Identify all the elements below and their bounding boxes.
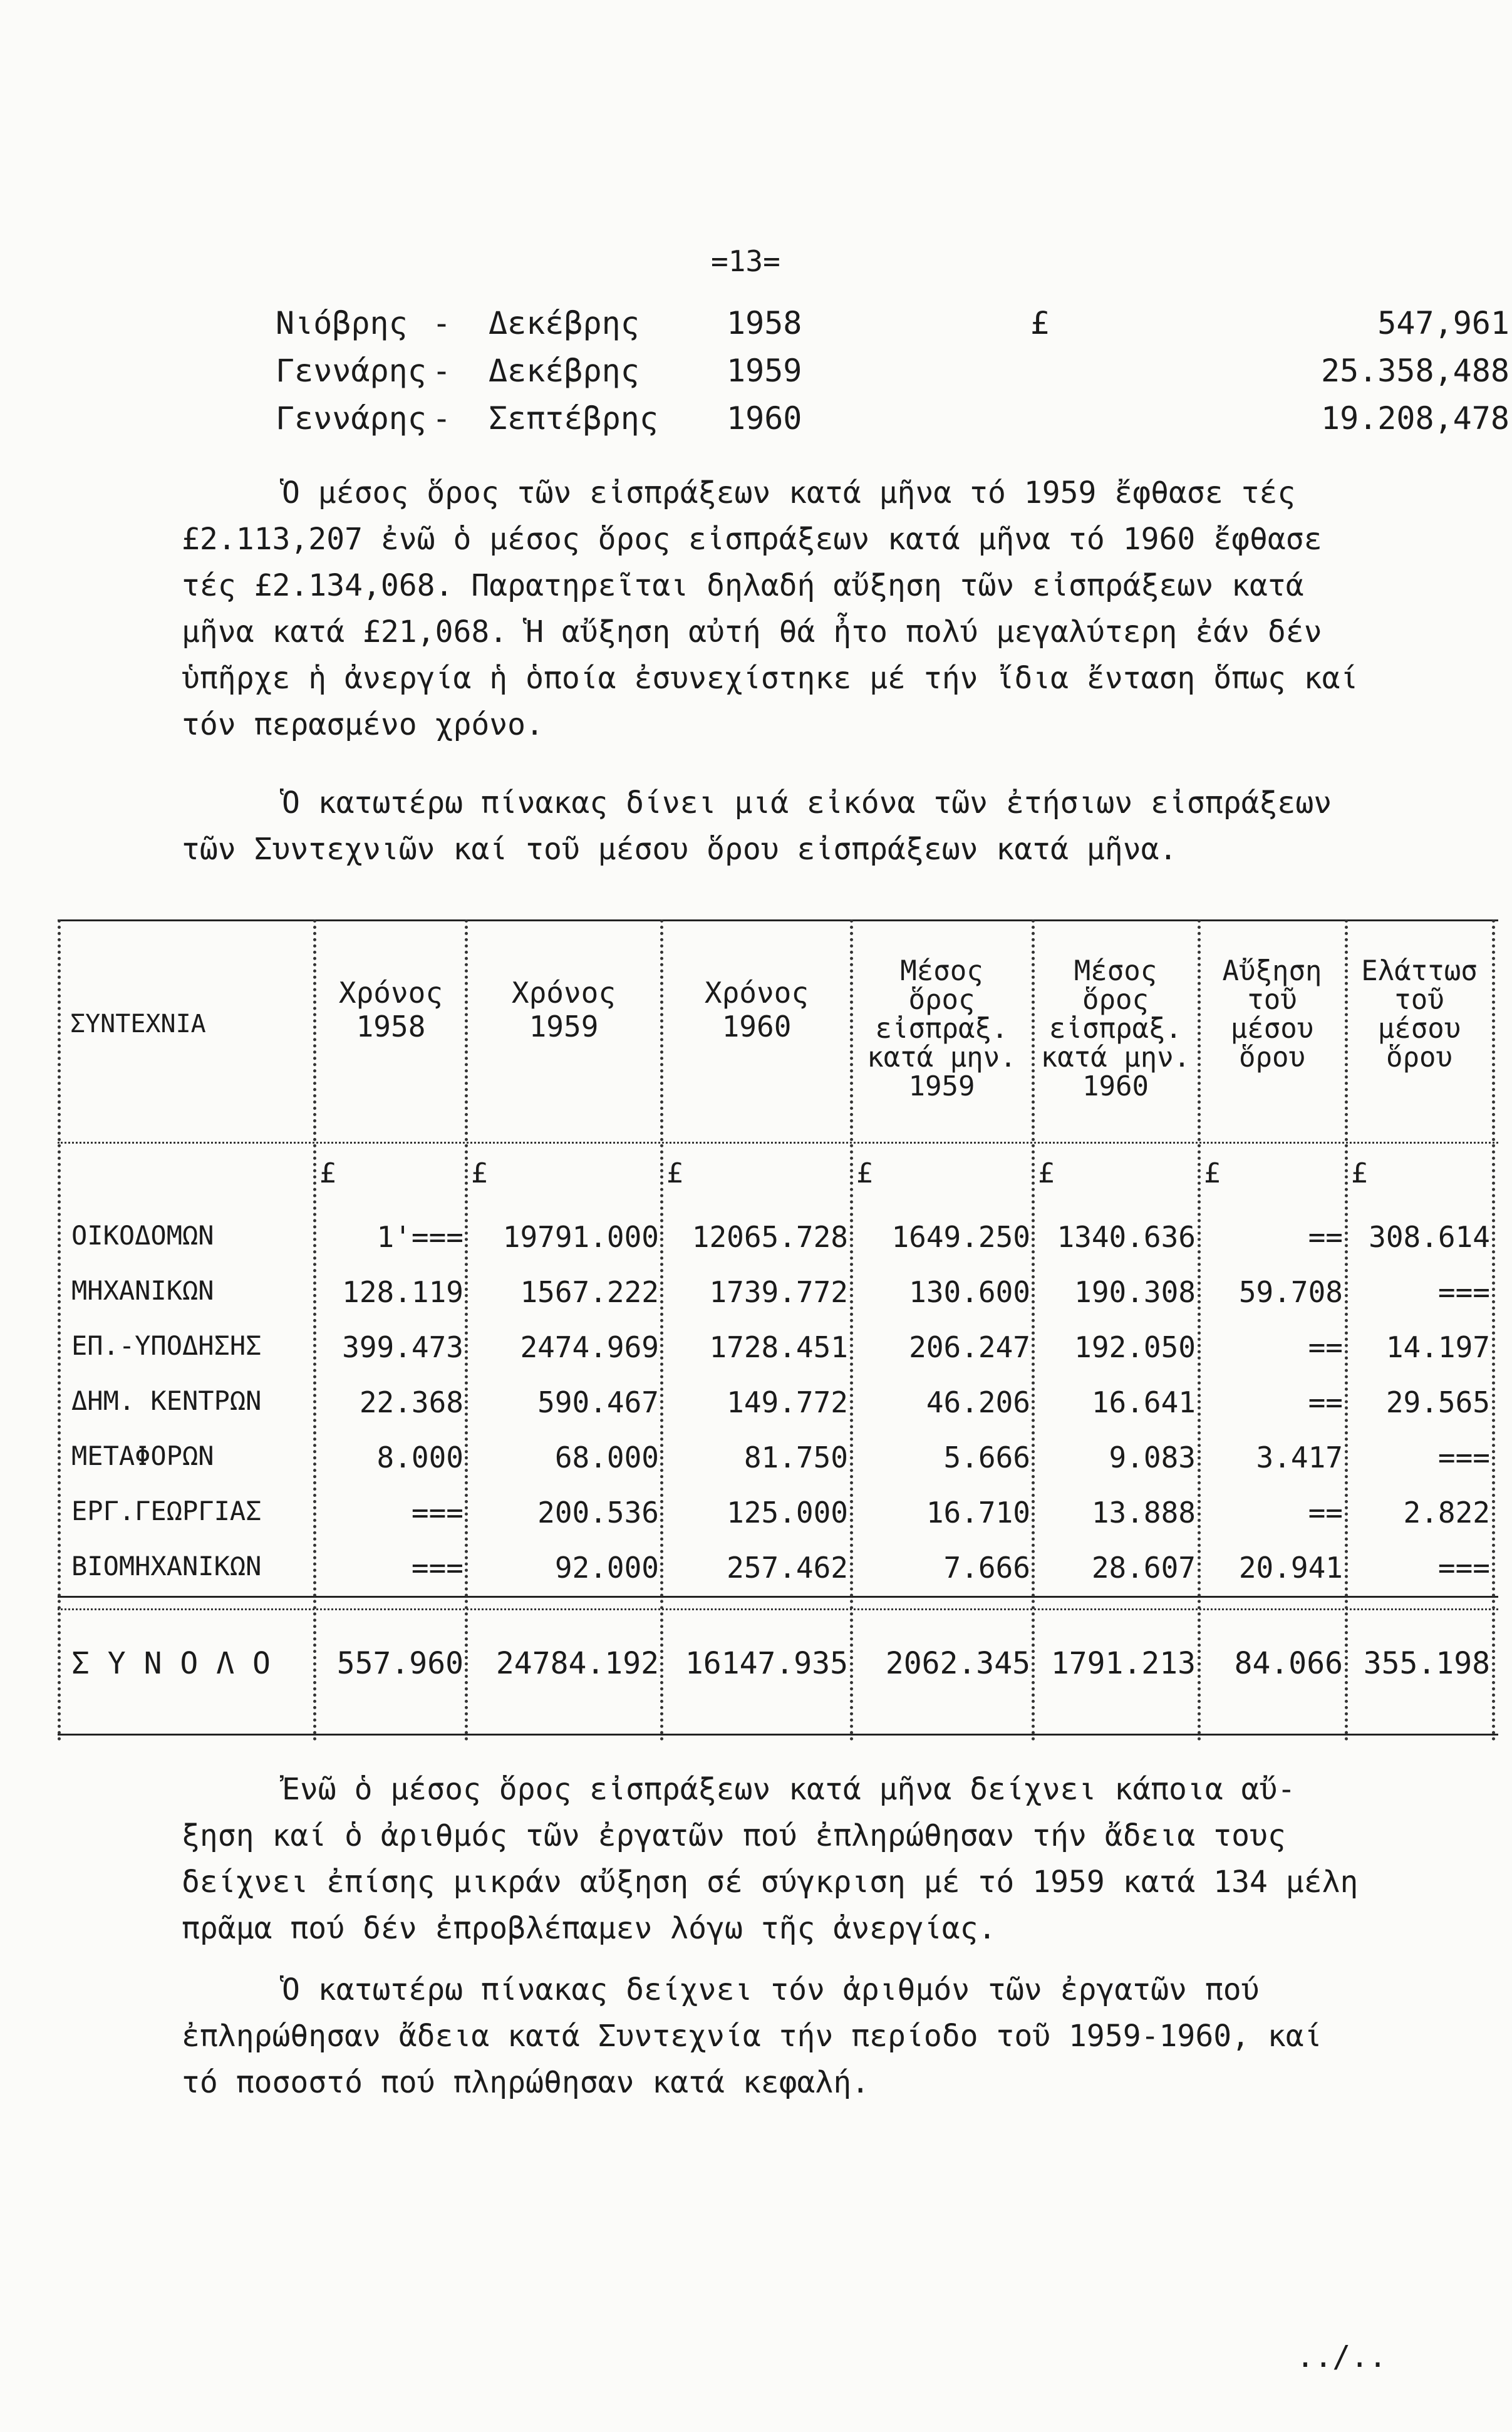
header-line: Αὔξηση xyxy=(1222,955,1322,987)
union-name-cell: ΕΡΓ.ΓΕΩΡΓΙΑΣ xyxy=(71,1496,262,1526)
total-avg-1959: 2062.345 xyxy=(885,1646,1030,1681)
value-cell-avg1959: 7.666 xyxy=(943,1551,1030,1585)
value-cell-decrease: === xyxy=(1437,1441,1490,1474)
currency-symbol: £ xyxy=(319,1157,336,1189)
value-cell-decrease: 308.614 xyxy=(1369,1220,1490,1254)
value-cell-avg1960: 9.083 xyxy=(1109,1441,1196,1474)
table-rule xyxy=(58,1608,1498,1610)
value-cell-y1958: 128.119 xyxy=(342,1275,463,1309)
value-cell-y1959: 68.000 xyxy=(554,1441,659,1474)
union-name-cell: ΟΙΚΟΔΟΜΩΝ xyxy=(71,1220,214,1251)
value-cell-y1959: 19791.000 xyxy=(502,1220,659,1254)
header-decrease xyxy=(1347,957,1491,1072)
table-rule xyxy=(58,1596,1498,1598)
value-cell-avg1959: 16.710 xyxy=(926,1496,1030,1529)
period-year: 1958 xyxy=(727,305,802,341)
header-avg-1960 xyxy=(1034,957,1197,1101)
value-cell-avg1959: 5.666 xyxy=(943,1441,1030,1474)
header-line: μέσου xyxy=(1230,1013,1314,1045)
value-cell-y1960: 149.772 xyxy=(727,1385,848,1419)
value-cell-decrease: === xyxy=(1437,1275,1490,1309)
currency-symbol: £ xyxy=(1351,1157,1368,1189)
header-line: Μέσος xyxy=(900,955,983,987)
period-from: Νιόβρης xyxy=(276,305,408,341)
value-cell-y1960: 1739.772 xyxy=(709,1275,848,1309)
value-cell-increase: == xyxy=(1308,1496,1343,1529)
value-cell-y1959: 2474.969 xyxy=(520,1330,659,1364)
period-dash: - xyxy=(432,353,452,389)
table-rule xyxy=(58,1142,1498,1144)
total-label: Σ Υ Ν Ο Λ Ο xyxy=(71,1646,271,1681)
value-cell-y1958: 1'=== xyxy=(376,1220,463,1254)
paragraph-line: Ὁ μέσος ὅρος τῶν εἰσπράξεων κατά μῆνα τό 1959 ἔφθασε τές xyxy=(282,475,1296,510)
period-to: Δεκέβρης xyxy=(489,353,639,389)
value-cell-y1958: 22.368 xyxy=(359,1385,463,1419)
paragraph-line: δείχνει ἐπίσης μικράν αὔξηση σέ σύγκριση μέ τό 1959 κατά 134 μέλη xyxy=(182,1865,1359,1900)
paragraph-line: Ὁ κατωτέρω πίνακας δίνει μιά εἰκόνα τῶν ἐτήσιων εἰσπράξεων xyxy=(282,785,1332,820)
header-line: 1958 xyxy=(356,1010,426,1043)
value-cell-y1959: 200.536 xyxy=(537,1496,659,1529)
period-dash: - xyxy=(432,305,452,341)
continuation-mark: ../.. xyxy=(1296,2339,1387,2374)
value-cell-avg1960: 190.308 xyxy=(1074,1275,1196,1309)
header-line: Χρόνος xyxy=(511,976,616,1010)
header-line: τοῦ xyxy=(1394,984,1444,1016)
table-row xyxy=(58,1496,1498,1533)
value-cell-y1960: 81.750 xyxy=(743,1441,848,1474)
period-amount: 547,961 xyxy=(1377,305,1509,341)
table-total-row xyxy=(58,1646,1498,1690)
paragraph-line: Ὁ κατωτέρω πίνακας δείχνει τόν ἀριθμόν τῶν ἐργατῶν πού xyxy=(282,1972,1260,2007)
period-year: 1960 xyxy=(727,400,802,437)
total-1959: 24784.192 xyxy=(495,1646,659,1681)
paragraph-line: ὑπῆρχε ἡ ἀνεργία ἡ ὁποία ἐσυνεχίστηκε μέ τήν ἴδια ἔνταση ὅπως καί xyxy=(182,661,1359,696)
header-year-1958 xyxy=(316,976,466,1043)
total-1958: 557.960 xyxy=(336,1646,463,1681)
table-rule xyxy=(58,919,1498,921)
value-cell-increase: 59.708 xyxy=(1238,1275,1343,1309)
paragraph-line: ἐπληρώθησαν ἄδεια κατά Συντεχνία τήν περίοδο τοῦ 1959-1960, καί xyxy=(182,2019,1322,2054)
value-cell-y1959: 1567.222 xyxy=(520,1275,659,1309)
paragraph-line: Ἐνῶ ὁ μέσος ὅρος εἰσπράξεων κατά μῆνα δείχνει κάποια αὔ- xyxy=(282,1772,1296,1807)
table-row xyxy=(58,1551,1498,1588)
value-cell-avg1959: 1649.250 xyxy=(891,1220,1030,1254)
header-increase xyxy=(1200,957,1344,1072)
union-name-cell: ΜΗΧΑΝΙΚΩΝ xyxy=(71,1275,214,1306)
paragraph-line: ξηση καί ὁ ἀριθμός τῶν ἐργατῶν πού ἐπληρώθησαν τήν ἄδεια τους xyxy=(182,1818,1286,1853)
currency-symbol: £ xyxy=(1204,1157,1221,1189)
period-amount: 25.358,488 xyxy=(1320,353,1509,389)
header-line: ὅρου xyxy=(1239,1042,1305,1074)
value-cell-avg1960: 28.607 xyxy=(1091,1551,1196,1585)
header-union: ΣΥΝΤΕΧΝΙΑ xyxy=(70,1010,206,1038)
value-cell-y1959: 590.467 xyxy=(537,1385,659,1419)
total-avg-1960: 1791.213 xyxy=(1050,1646,1196,1681)
value-cell-increase: == xyxy=(1308,1385,1343,1419)
union-name-cell: ΜΕΤΑΦΟΡΩΝ xyxy=(71,1441,214,1471)
header-line: 1960 xyxy=(722,1010,792,1043)
table-row xyxy=(58,1220,1498,1258)
currency-symbol: £ xyxy=(1038,1157,1055,1189)
header-line: 1959 xyxy=(529,1010,599,1043)
paragraph-workers-increase xyxy=(182,1766,1409,1952)
value-cell-decrease: 14.197 xyxy=(1385,1330,1490,1364)
header-line: Χρόνος xyxy=(704,976,809,1010)
table-row xyxy=(58,1385,1498,1423)
value-cell-y1958: === xyxy=(411,1551,463,1585)
value-cell-y1960: 125.000 xyxy=(727,1496,848,1529)
value-cell-y1958: 8.000 xyxy=(376,1441,463,1474)
paragraph-line: £2.113,207 ἐνῶ ὁ μέσος ὅρος εἰσπράξεων κατά μῆνα τό 1960 ἔφθασε xyxy=(182,522,1322,557)
value-cell-decrease: 29.565 xyxy=(1385,1385,1490,1419)
page-number: =13= xyxy=(711,244,780,278)
value-cell-avg1960: 16.641 xyxy=(1091,1385,1196,1419)
header-line: κατά μην. xyxy=(867,1042,1017,1074)
header-line: μέσου xyxy=(1377,1013,1461,1045)
value-cell-avg1960: 13.888 xyxy=(1091,1496,1196,1529)
value-cell-y1960: 257.462 xyxy=(727,1551,848,1585)
currency-symbol: £ xyxy=(856,1157,873,1189)
value-cell-increase: == xyxy=(1308,1330,1343,1364)
union-name-cell: ΔΗΜ. ΚΕΝΤΡΩΝ xyxy=(71,1385,262,1416)
paragraph-line: τόν περασμένο χρόνο. xyxy=(182,707,544,742)
value-cell-increase: 3.417 xyxy=(1256,1441,1343,1474)
union-name-cell: ΒΙΟΜΗΧΑΝΙΚΩΝ xyxy=(71,1551,262,1581)
value-cell-increase: 20.941 xyxy=(1238,1551,1343,1585)
header-line: ὅρου xyxy=(1386,1042,1452,1074)
total-decrease: 355.198 xyxy=(1363,1646,1490,1681)
period-to: Σεπτέβρης xyxy=(489,400,658,437)
value-cell-increase: == xyxy=(1308,1220,1343,1254)
header-line: ὅρος xyxy=(908,984,975,1016)
total-1960: 16147.935 xyxy=(685,1646,848,1681)
value-cell-avg1959: 130.600 xyxy=(909,1275,1030,1309)
header-line: Μέσος xyxy=(1074,955,1157,987)
table-row xyxy=(58,1275,1498,1313)
period-dash: - xyxy=(432,400,452,437)
value-cell-y1960: 12065.728 xyxy=(691,1220,848,1254)
currency-symbol: £ xyxy=(471,1157,488,1189)
header-line: 1959 xyxy=(908,1070,975,1102)
paragraph-next-table-intro xyxy=(182,1967,1409,2106)
header-line: Χρόνος xyxy=(338,976,443,1010)
period-from: Γεννάρης xyxy=(276,400,427,437)
value-cell-y1959: 92.000 xyxy=(554,1551,659,1585)
value-cell-y1960: 1728.451 xyxy=(709,1330,848,1364)
table-row xyxy=(58,1330,1498,1368)
currency-symbol: £ xyxy=(666,1157,683,1189)
total-increase: 84.066 xyxy=(1234,1646,1343,1681)
header-line: εἰσπραξ. xyxy=(875,1013,1008,1045)
value-cell-avg1959: 206.247 xyxy=(909,1330,1030,1364)
header-line: 1960 xyxy=(1082,1070,1149,1102)
header-line: τοῦ xyxy=(1247,984,1297,1016)
period-to: Δεκέβρης xyxy=(489,305,639,341)
paragraph-line: πρᾶμα πού δέν ἐπροβλέπαμεν λόγω τῆς ἀνεργίας. xyxy=(182,1911,997,1946)
paragraph-line: τό ποσοστό πού πληρώθησαν κατά κεφαλή. xyxy=(182,2065,870,2100)
period-year: 1959 xyxy=(727,353,802,389)
header-year-1959 xyxy=(467,976,660,1043)
header-line: ὅρος xyxy=(1082,984,1149,1016)
value-cell-y1958: === xyxy=(411,1496,463,1529)
union-name-cell: ΕΠ.-ΥΠΟΔΗΣΗΣ xyxy=(71,1330,262,1361)
header-line: κατά μην. xyxy=(1040,1042,1191,1074)
period-amount: 19.208,478 xyxy=(1320,400,1509,437)
period-currency: £ xyxy=(1030,305,1050,341)
receipts-table xyxy=(58,919,1498,1741)
paragraph-table-intro xyxy=(182,780,1409,872)
value-cell-decrease: 2.822 xyxy=(1403,1496,1490,1529)
value-cell-avg1959: 46.206 xyxy=(926,1385,1030,1419)
paragraph-line: τῶν Συντεχνιῶν καί τοῦ μέσου ὅρου εἰσπράξεων κατά μῆνα. xyxy=(182,832,1178,867)
value-cell-y1958: 399.473 xyxy=(342,1330,463,1364)
paragraph-line: τές £2.134,068. Παρατηρεῖται δηλαδή αὔξηση τῶν εἰσπράξεων κατά xyxy=(182,568,1304,603)
table-row xyxy=(58,1441,1498,1478)
period-from: Γεννάρης xyxy=(276,353,427,389)
paragraph-monthly-average xyxy=(182,470,1409,748)
value-cell-avg1960: 192.050 xyxy=(1074,1330,1196,1364)
value-cell-decrease: === xyxy=(1437,1551,1490,1585)
value-cell-avg1960: 1340.636 xyxy=(1057,1220,1196,1254)
table-rule xyxy=(58,1734,1498,1736)
paragraph-line: μῆνα κατά £21,068. Ἡ αὔξηση αὐτή θά ἦτο πολύ μεγαλύτερη ἐάν δέν xyxy=(182,614,1322,649)
header-year-1960 xyxy=(663,976,851,1043)
header-avg-1959 xyxy=(852,957,1031,1101)
header-line: εἰσπραξ. xyxy=(1049,1013,1182,1045)
header-line: Ελάττωσ xyxy=(1361,955,1478,987)
